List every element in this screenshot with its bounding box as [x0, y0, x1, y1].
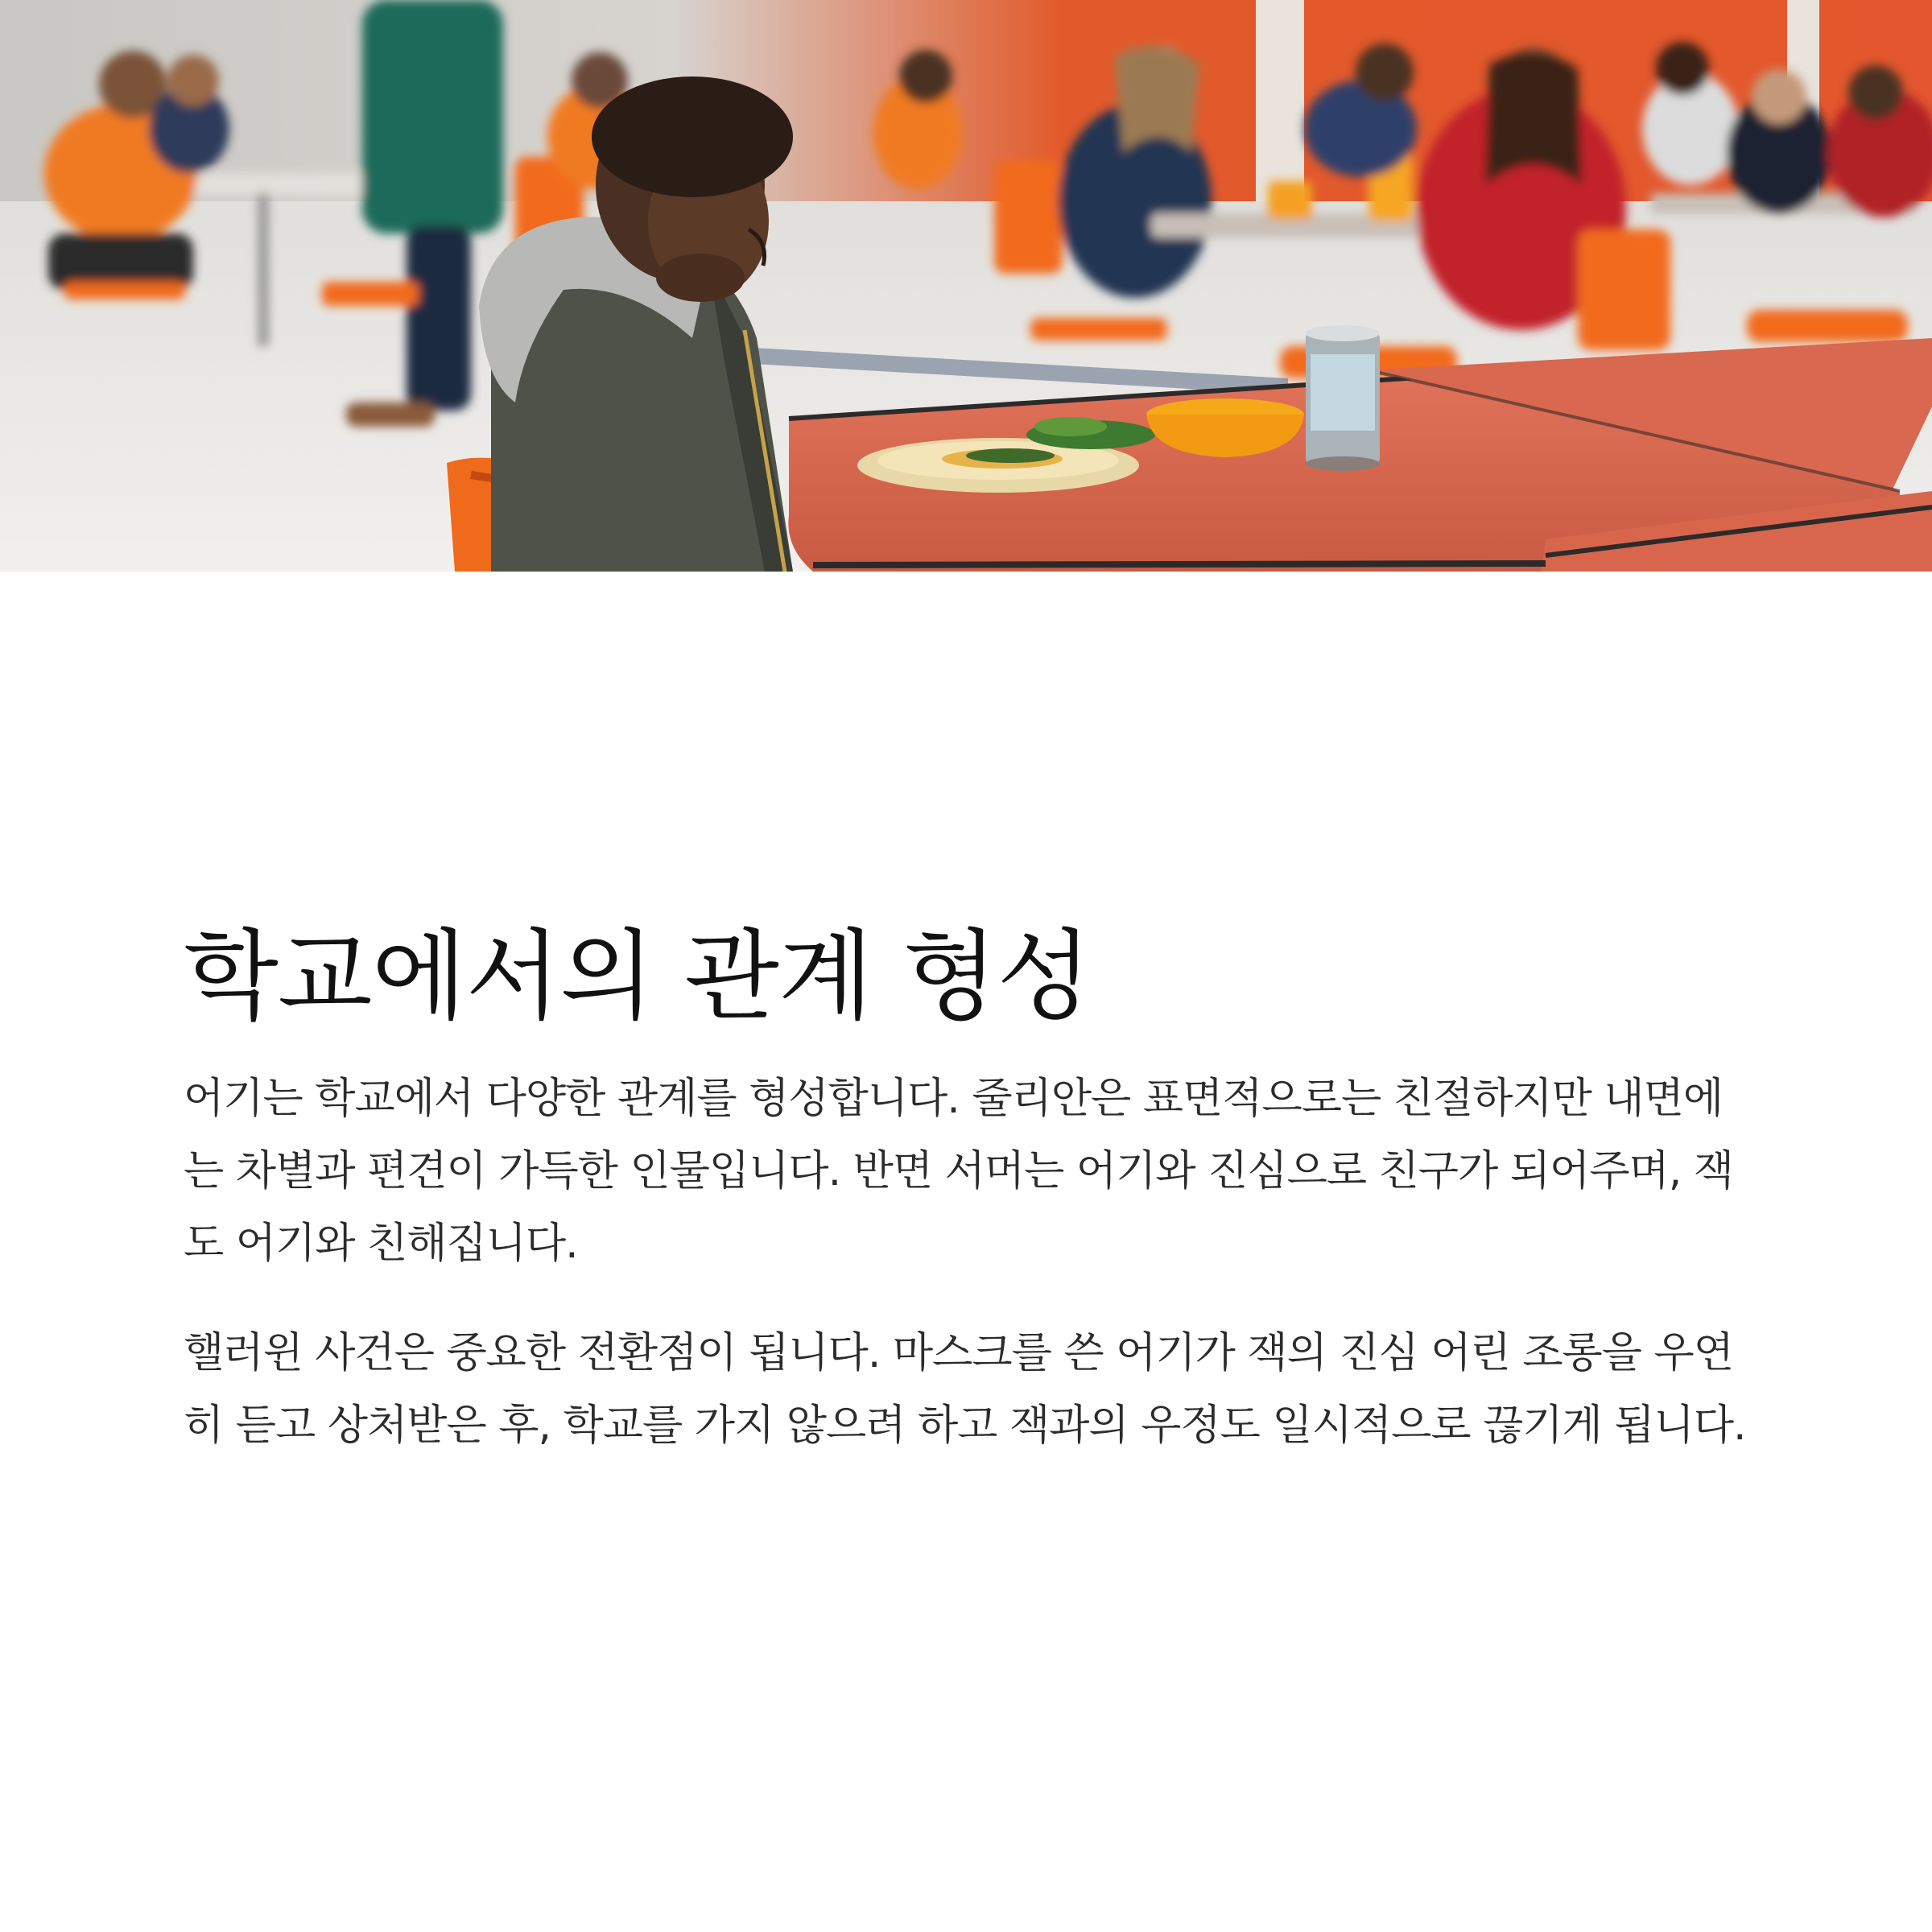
paragraph-halloween: 핼러윈 사건은 중요한 전환점이 됩니다. 마스크를 쓴 어기가 잭의 진심 어린 조롱을 우연히 듣고 상처받은 후, 학교를 가지 않으려 하고 잭과의 우정도 일시적으로 끊기게 됩니다.	[184, 1329, 1746, 1451]
paragraph-relationships: 어기는 학교에서 다양한 관계를 형성합니다. 줄리안은 표면적으로는 친절하지만 내면에는 차별과 편견이 가득한 인물입니다. 반면 서머는 어기와 진심으로 친구가 되어주며, 잭도 어기와 친해집니다.	[184, 1075, 1734, 1269]
section-title: 학교에서의 관계 형성	[184, 919, 1092, 1034]
section-content	[184, 918, 1761, 1462]
cup	[1306, 325, 1380, 471]
hero-image	[0, 0, 1932, 572]
